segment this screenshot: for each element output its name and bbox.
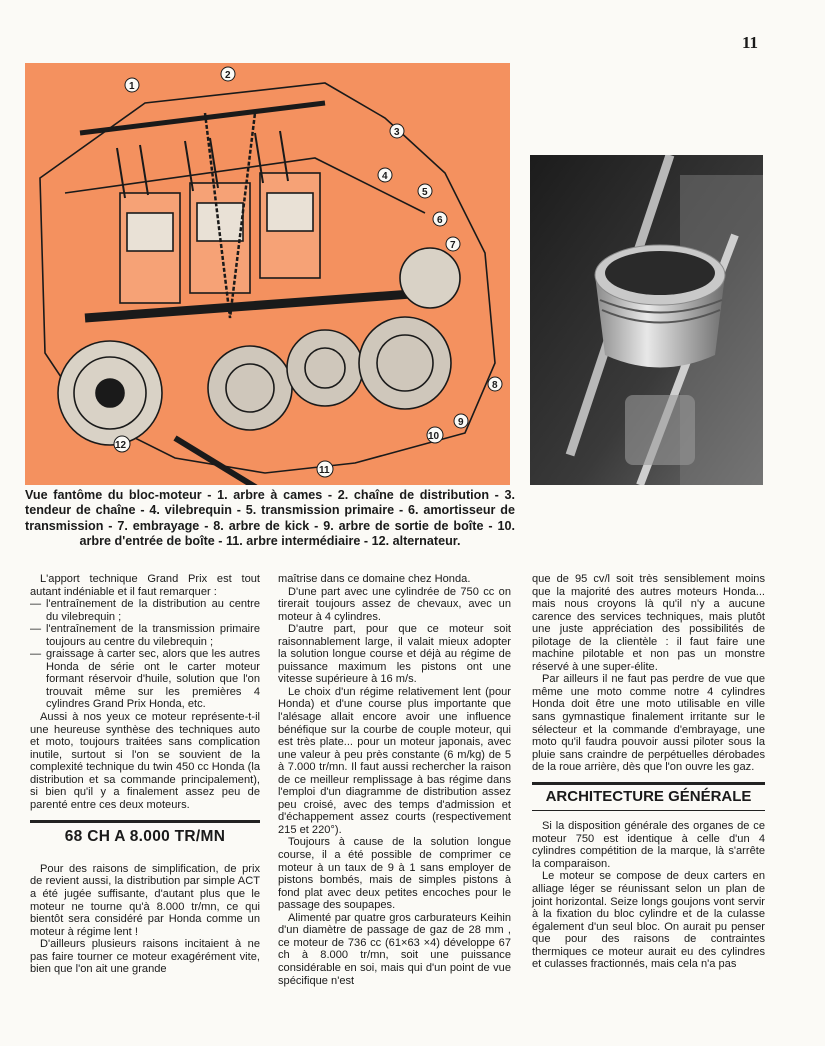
paragraph: Le choix d'un régime relativement lent (pour Honda) et d'une course plus importante que l'alésage allait encore avoir une influence bénéfique sur la courbe de couple moteur, qui est très plate... pour un moteur japonais, avec une valeur à peu près constante (6 m/kg) de 5 à 7.000 tr/mn. Il faut aussi rechercher la raison de ce meilleur remplissage à bas régime dans l'emploi d'un diagramme de distribution assez peu croisé, avec des temps d'admission et d'échappement assez courts (respectivement 215 et 220°). — [278, 685, 511, 836]
paragraph: D'ailleurs plusieurs raisons incitaient à ne pas faire tourner ce moteur exagérément vite, bien que l'on ait une grande — [30, 938, 260, 976]
callout-7: 7 — [450, 240, 456, 251]
paragraph: Le moteur se compose de deux carters en alliage léger se réunissant selon un plan de joint horizontal. Seize longs goujons vont servir à la fixation du bloc cylindre et de la culasse également d'un seul bloc. On aurait pu penser que pour des raisons de contraintes thermiques ce moteur aurait eu des cylindres et culasses fractionnés, mais cela n'a pas — [532, 870, 765, 971]
callout-3: 3 — [394, 127, 400, 138]
callout-8: 8 — [492, 380, 498, 391]
paragraph: L'apport technique Grand Prix est tout autant indéniable et il faut remarquer : — [30, 573, 260, 598]
list-item-text: graissage à carter sec, alors que les autres Honda de série ont le carter moteur formant réservoir d'huile, solution que l'on trouvait même sur les premières 4 cylindres Grand Prix Honda, etc. — [46, 648, 260, 711]
callout-1: 1 — [129, 81, 135, 92]
paragraph: Alimenté par quatre gros carburateurs Keihin d'un diamètre de passage de gaz de 28 mm , ce moteur de 736 cc (61×63 ×4) développe 67 ch à 8.000 tr/mn, soit une puissance considérable en soi, mais qui d'un point de vue spécifique n'est — [278, 911, 511, 987]
figure-caption — [25, 488, 515, 550]
callout-12: 12 — [115, 440, 127, 451]
callout-6: 6 — [437, 215, 443, 226]
paragraph: que de 95 cv/l soit très sensiblement moins que la majorité des autres moteurs Honda... mais nous croyons là qu'il n'y a aucune carence des services techniques, mais plutôt une juste appréciation des possibilités de pilotage de la clientèle : il faut faire une machine pilotable et non pas un monstre réservé à une super-élite. — [532, 573, 765, 673]
paragraph: Aussi à nos yeux ce moteur représente-t-il une heureuse synthèse des techniques auto et moto, toujours traitées sans complication inutile, surtout si l'on se souvient de la complexité technique du twin 450 cc Honda (la distribution et sa commande principalement), si bien qu'il y a finalement assez peu de parenté entre ces deux moteurs. — [30, 711, 260, 811]
engine-cutaway-illustration — [25, 63, 510, 485]
paragraph: Si la disposition générale des organes de ce moteur 750 est identique à celle d'un 4 cylindres compétition de la marque, là s'arrête la comparaison. — [532, 820, 765, 870]
paragraph: Toujours à cause de la solution longue course, il a été possible de comprimer ce moteur à un taux de 9 à 1 sans employer de pistons bombés, mais de simples pistons à fond plat avec deux petites encoches pour le passage des soupapes. — [278, 836, 511, 912]
piston-image — [530, 155, 763, 485]
callout-5: 5 — [422, 187, 428, 198]
list-item: — graissage à carter sec, alors que les autres Honda de série ont le carter moteur formant réservoir d'huile, solution que l'on trouvait même sur les premières 4 cylindres Grand Prix Honda, etc. — [30, 648, 260, 711]
list-item-text: l'entraînement de la transmission primaire toujours au centre du vilebrequin ; — [46, 623, 260, 648]
piston-photo — [530, 155, 763, 485]
callout-4: 4 — [382, 171, 388, 182]
article-column-3 — [532, 573, 765, 971]
section-heading-68ch: 68 CH A 8.000 TR/MN — [30, 820, 260, 853]
page-number: 11 — [742, 33, 759, 52]
article-column-1 — [30, 573, 260, 976]
callout-11: 11 — [319, 465, 330, 476]
paragraph: Pour des raisons de simplification, de prix de revient aussi, la distribution par simple ACT a été jugée suffisante, d'autant plus que le moteur ne tourne qu'à 8.000 tr/mn, ce qui bientôt sera considéré par Honda comme un moteur à régime lent ! — [30, 862, 260, 938]
callout-9: 9 — [458, 417, 464, 428]
paragraph: Par ailleurs il ne faut pas perdre de vue que même une moto comme notre 4 cylindres Honda doit être une moto utilisable en ville sans gymnastique finalement irritante sur le sélecteur et la commande d'embrayage, une moto qu'il faudra pouvoir aussi piloter sous la pluie sans craindre de perpétuelles dérobades de la roue arrière, dès que l'on ouvre les gaz. — [532, 673, 765, 774]
callout-2: 2 — [225, 70, 231, 81]
caption-text: Vue fantôme du bloc-moteur - 1. arbre à cames - 2. chaîne de distribution - 3. tendeur de chaîne - 4. vilebrequin - 5. transmission primaire - 6. amortisseur de transmission - 7. embrayage - 8. arbre de kick - 9. arbre de sortie de boîte - 10. arbre d'entrée de boîte - 11. arbre intermédiaire - 12. alternateur. — [25, 488, 515, 549]
paragraph: D'une part avec une cylindrée de 750 cc on tirerait toujours assez de chevaux, avec un moteur à 4 cylindres. — [278, 585, 511, 623]
engine-drawing — [25, 63, 510, 485]
list-item: — l'entraînement de la transmission primaire toujours au centre du vilebrequin ; — [30, 623, 260, 648]
list-item-text: l'entraînement de la distribution au centre du vilebrequin ; — [46, 598, 260, 623]
callout-10: 10 — [428, 431, 440, 442]
paragraph: D'autre part, pour que ce moteur soit raisonnablement large, il valait mieux adopter la solution longue course et déjà au régime de puissance maximum les pistons ont une vitesse supérieure à 16 m/s. — [278, 623, 511, 686]
list-item: — l'entraînement de la distribution au centre du vilebrequin ; — [30, 598, 260, 623]
paragraph: maîtrise dans ce domaine chez Honda. — [278, 573, 471, 585]
section-heading-architecture: ARCHITECTURE GÉNÉRALE — [532, 782, 765, 812]
article-column-2 — [278, 573, 511, 987]
